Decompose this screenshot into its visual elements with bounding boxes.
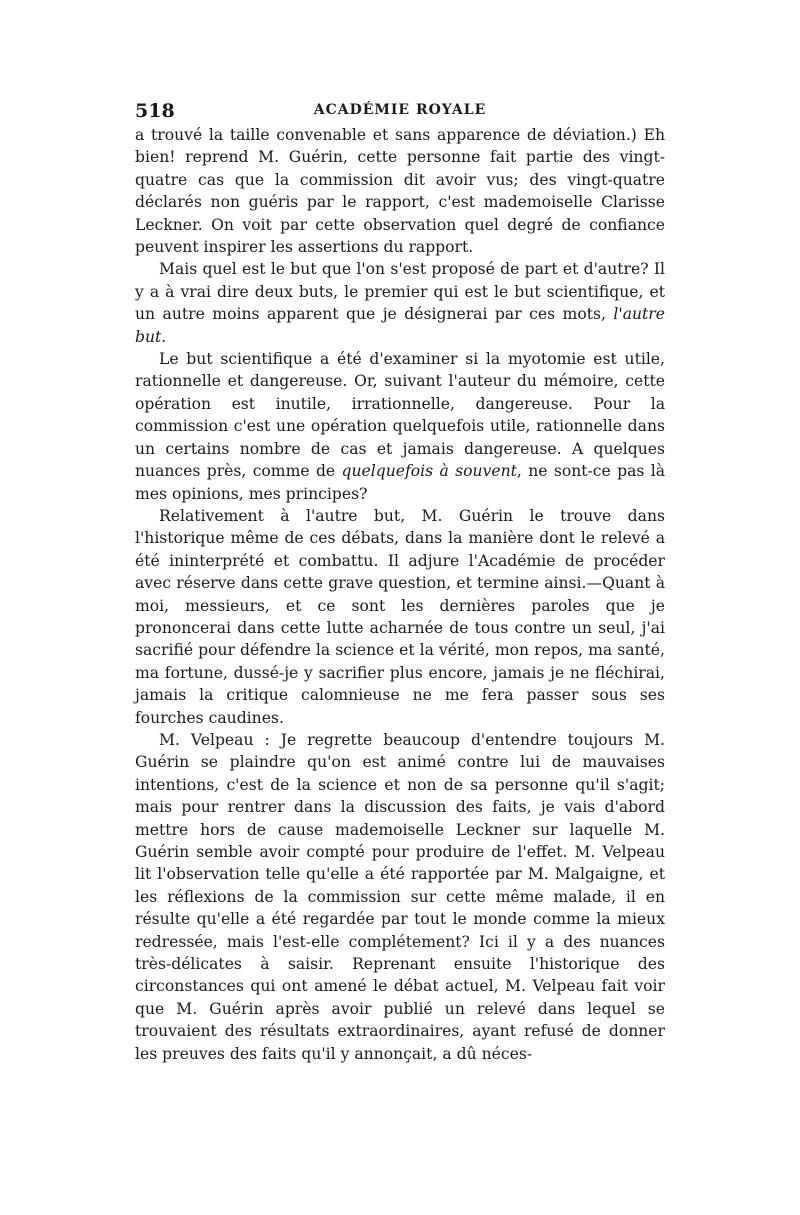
paragraph-3 <box>135 348 665 505</box>
paragraph-2 <box>135 258 665 348</box>
paragraph-3-text-a: Le but scientifique a été d'examiner si la myotomie est utile, rationnelle et dangereuse. Or, suivant l'auteur du mémoire, cette opération est inutile, irrationnelle, dangereuse. Pour la commission c'est une opération quelquefois utile, rationnelle dans un certains nombre de cas et jamais dangereuse. A quelques nuances près, comme de <box>135 350 665 481</box>
paragraph-4: Relativement à l'autre but, M. Guérin le trouve dans l'historique même de ces débats, dans la manière dont le relevé a été ininterprété et combattu. Il adjure l'Académie de procéder avec réserve dans cette grave question, et termine ainsi.—Quant à moi, messieurs, et ce sont les dernières paroles que je prononcerai dans cette lutte acharnée de tous contre un seul, j'ai sacrifié pour défendre la science et la vérité, mon repos, ma santé, ma fortune, dussé-je y sacrifier plus encore, jamais je ne fléchirai, jamais la critique calomnieuse ne me fera passer sous ses fourches caudines. <box>135 506 665 727</box>
paragraph-1: a trouvé la taille convenable et sans apparence de déviation.) Eh bien! reprend M. Guérin, cette personne fait partie des vingt-quatre cas que la commission dit avoir vus; des vingt-quatre déclarés non guéris par le rapport, c'est mademoiselle Clarisse Leckner. On voit par cette observation quel degré de confiance peuvent inspirer les assertions du rapport. <box>135 126 665 257</box>
paragraph-3-italic: quelquefois à souvent <box>341 462 517 481</box>
running-head <box>135 100 665 122</box>
paragraph-5: M. Velpeau : Je regrette beaucoup d'entendre toujours M. Guérin se plaindre qu'on est animé contre lui de mauvaises intentions, c'est de la science et non de sa personne qu'il s'agit; mais pour rentrer dans la discussion des faits, je vais d'abord mettre hors de cause mademoiselle Leckner sur laquelle M. Guérin semble avoir compté pour produire de l'effet. M. Velpeau lit l'observation telle qu'elle a été rapportée par M. Malgaigne, et les réflexions de la commission sur cette même malade, il en résulte qu'elle a été regardée par tout le monde comme la mieux redressée, mais l'est-elle complétement? Ici il y a des nuances très-délicates à saisir. Reprenant ensuite l'historique des circonstances qui ont amené le débat actuel, M. Velpeau fait voir que M. Guérin après avoir publié un relevé dans lequel se trouvaient des résultats extraordinaires, ayant refusé de donner les preuves des faits qu'il y annonçait, a dû néces- <box>135 730 665 1063</box>
page-number: 518 <box>135 100 175 122</box>
paragraph-2-text: Mais quel est le but que l'on s'est proposé de part et d'autre? Il y a à vrai dire deux buts, le premier qui est le but scientifique, et un autre moins apparent que je désignerai par ces mots, <box>135 260 665 324</box>
paragraph-3-text-b: , ne sont-ce pas là mes opinions, mes principes? <box>135 462 665 503</box>
running-title: ACADÉMIE ROYALE <box>313 102 487 118</box>
paragraph-2-italic: l'autre but. <box>135 305 665 346</box>
book-page <box>135 100 665 1065</box>
